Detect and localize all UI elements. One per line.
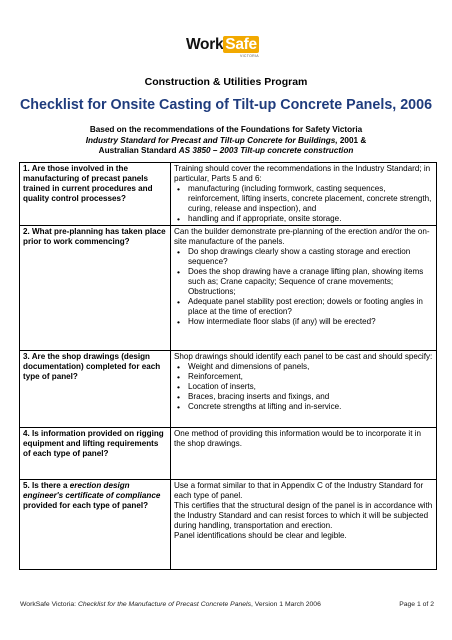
list-item: • Does the shop drawing have a cranage lifting plan, showing items such as; Crane capacity; Sequence of crane movements; Obstructions;: [188, 267, 433, 297]
answer-cell: [171, 428, 437, 480]
basis-line-2-tail: 2001 &: [337, 135, 367, 145]
australian-standard-title: AS 3850 – 2003 Tilt-up concrete construction: [178, 146, 354, 155]
answer-paragraph: This certifies that the structural design of the panel is in accordance with the Industry Standard and can resist forces to which it will be subjected during handling, transportation and erection.: [174, 501, 433, 530]
question-cell: 2. What pre-planning has taken place prior to work commencing?: [20, 226, 171, 351]
list-item: • Reinforcement,: [188, 372, 433, 382]
basis-line-1: Based on the recommendations of the Foundations for Safety Victoria: [89, 125, 363, 134]
answer-cell: [171, 351, 437, 428]
table-row: [20, 163, 437, 226]
worksafe-logo: [186, 32, 265, 62]
logo-wordmark: [186, 36, 259, 54]
question-cell: 3. Are the shop drawings (design documentation) completed for each type of panel?: [20, 351, 171, 428]
question-cell: 4. Is information provided on rigging equipment and lifting requirements of each type of panel?: [20, 428, 171, 480]
list-item: • Weight and dimensions of panels,: [188, 362, 433, 372]
basis-line-3-lead: Australian Standard: [98, 146, 179, 155]
list-item: • How intermediate floor slabs (if any) will be erected?: [188, 317, 433, 327]
answer-bullet-list: [174, 362, 433, 412]
answer-cell: [171, 163, 437, 226]
table-row: [20, 351, 437, 428]
answer-text: Can the builder demonstrate pre-planning of the erection and/or the on-site manufacture of the panels.: [174, 227, 430, 246]
question-cell: [20, 480, 171, 570]
answer-bullet-list: [174, 184, 433, 224]
table-row: [20, 226, 437, 351]
answer-text: One method of providing this information would be to incorporate it in the shop drawings.: [174, 429, 421, 448]
footer-lead: WorkSafe Victoria:: [20, 601, 78, 608]
table-row: [20, 480, 437, 570]
logo-victoria-text: VICTORIA: [240, 54, 259, 58]
list-item: • Location of inserts,: [188, 382, 433, 392]
industry-standard-title: Industry Standard for Precast and Tilt-up Concrete for Buildings,: [85, 135, 338, 145]
page-number: Page 1 of 2: [399, 601, 434, 608]
program-heading: Construction & Utilities Program: [144, 76, 308, 88]
answer-paragraph: Panel identifications should be clear and legible.: [174, 531, 347, 540]
question-tail: provided for each type of panel?: [23, 501, 149, 510]
list-item: • Concrete strengths at lifting and in-service.: [188, 402, 433, 412]
answer-text: Training should cover the recommendations in the Industry Standard; in particular, Parts 5 and 6:: [174, 164, 431, 183]
logo-work-text: Work: [186, 36, 224, 53]
basis-line-3: [20, 146, 432, 157]
list-item: • Braces, bracing inserts and fixings, and: [188, 392, 433, 402]
logo-safe-text: Safe: [225, 36, 257, 53]
answer-text: Use a format similar to that in Appendix C of the Industry Standard for each type of panel.: [174, 481, 424, 500]
list-item: • manufacturing (including formwork, casting sequences, reinforcement, lifting inserts, concrete placement, concrete strength, curing, release and inspection), and: [188, 184, 433, 214]
footer-document-title: Checklist for the Manufacture of Precast Concrete Panels: [77, 601, 251, 608]
question-emphasis: erection design engineer's certificate of compliance: [23, 481, 161, 500]
answer-bullet-list: [174, 247, 433, 327]
answer-text: Shop drawings should identify each panel to be cast and should specify:: [174, 352, 433, 361]
basis-statement: [20, 125, 432, 157]
footer-version: , Version 1 March 2006: [250, 601, 321, 608]
list-item: • Adequate panel stability post erection; dowels or footing angles in place at the time of erection?: [188, 297, 433, 317]
list-item: • handling and if appropriate, onsite storage.: [188, 214, 433, 224]
answer-cell: [171, 480, 437, 570]
question-cell: 1. Are those involved in the manufacturing of precast panels trained in current procedures and quality control processes?: [20, 163, 171, 226]
page-title: Checklist for Onsite Casting of Tilt-up Concrete Panels, 2006: [19, 97, 433, 113]
list-item: • Do shop drawings clearly show a casting storage and erection sequence?: [188, 247, 433, 267]
table-row: [20, 428, 437, 480]
basis-line-2: [20, 136, 432, 147]
page-footer: [20, 601, 440, 608]
checklist-table: [19, 162, 437, 570]
answer-cell: [171, 226, 437, 351]
question-lead: 5. Is there a: [23, 481, 70, 490]
